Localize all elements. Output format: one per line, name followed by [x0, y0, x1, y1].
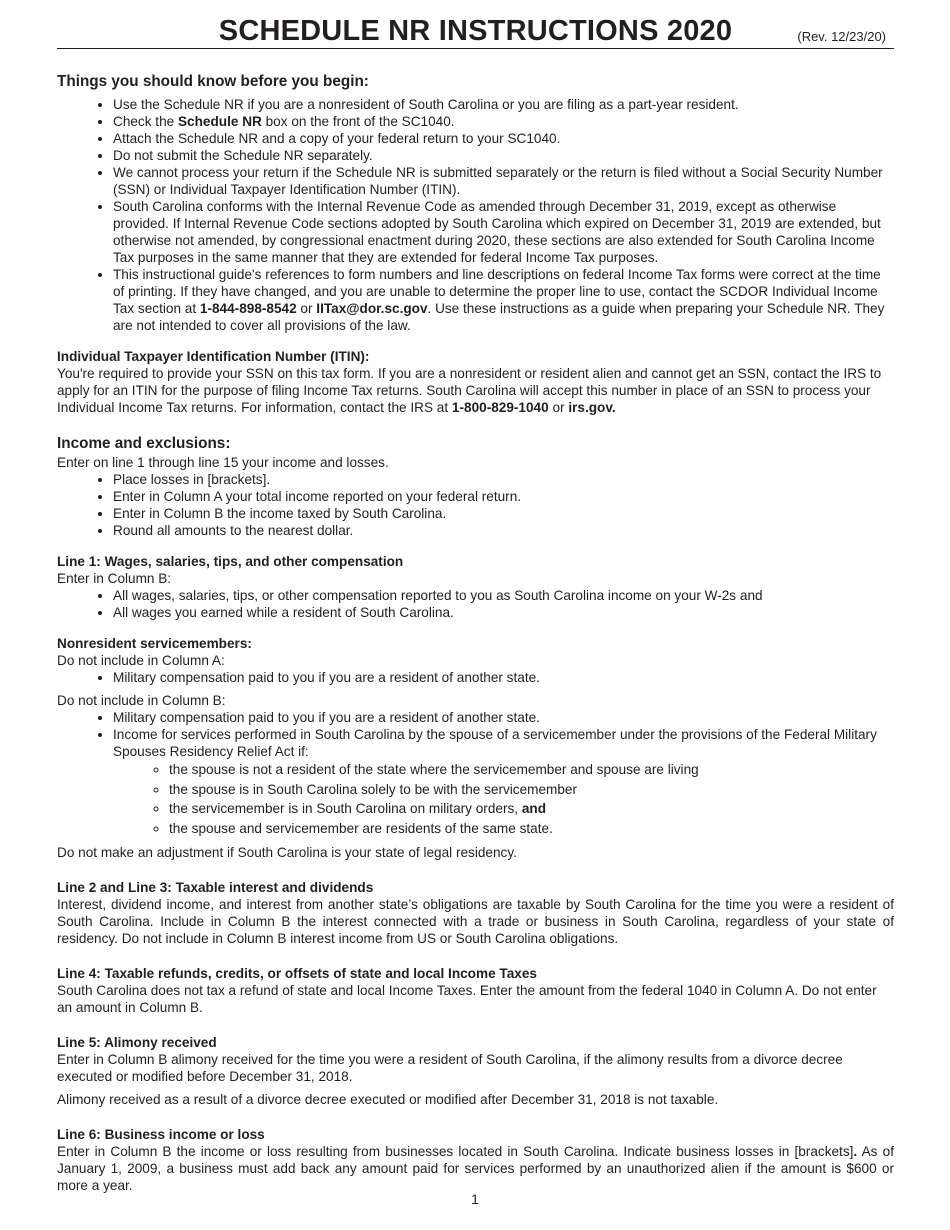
title-bar — [57, 14, 894, 49]
instruction-page — [57, 14, 894, 1194]
list-item: • Do not submit the Schedule NR separately. — [113, 147, 894, 164]
revision-date: (Rev. 12/23/20) — [797, 29, 886, 44]
list-item: • Military compensation paid to you if you are a resident of another state. — [113, 669, 894, 686]
list-item: • South Carolina conforms with the Internal Revenue Code as amended through December 31, 2019, except as otherwise provided. If Internal Revenue Code sections adopted by South Carolina which expired on December 31, 2019 are extended, but otherwise not amended, by congressional enactment during 2020, these sections are also extended for South Carolina Income Tax purposes in the same manner that they are extended for federal Income Tax purposes. — [113, 198, 894, 266]
condition-item: ◦ the spouse is not a resident of the state where the servicemember and spouse are living — [169, 760, 894, 780]
conditions-list — [113, 760, 894, 838]
before-you-begin-list — [57, 96, 894, 334]
itin-paragraph: You're required to provide your SSN on this tax form. If you are a nonresident or resident alien and cannot get an SSN, contact the IRS to apply for an ITIN for the purpose of filing Income Tax returns. South Carolina will accept this number in place of an SSN to process your Individual Income Tax returns. For information, contact the IRS at 1-800-829-1040 or irs.gov. — [57, 366, 882, 415]
list-item: • Enter in Column B the income taxed by South Carolina. — [113, 505, 894, 522]
line5-paragraph-2: Alimony received as a result of a divorce decree executed or modified after December 31, 2018 is not taxable. — [57, 1092, 719, 1107]
list-item: • Income for services performed in South Carolina by the spouse of a servicemember under the provisions of the Federal Military Spouses Residency Relief Act if: ◦ the spouse is not a resident of the state where the servicemember and spouse are living ◦ the spouse is in South Carolina solely to be with the servicemember ◦ the servicemember is in South Carolina on military orders, and ◦ the spouse and servicemember are residents of the same state. — [113, 726, 894, 838]
column-b-intro: Do not include in Column B: — [57, 693, 226, 708]
list-item: • All wages you earned while a resident of South Carolina. — [113, 604, 894, 621]
condition-item: ◦ the spouse is in South Carolina solely to be with the servicemember — [169, 780, 894, 800]
scdor-phone: 1-844-898-8542 — [199, 301, 297, 316]
line5-paragraph: Enter in Column B alimony received for the time you were a resident of South Carolina, if the alimony results from a divorce decree executed or modified before December 31, 2018. — [57, 1052, 843, 1084]
list-item: • Attach the Schedule NR and a copy of your federal return to your SC1040. — [113, 130, 894, 147]
income-intro: Enter on line 1 through line 15 your income and losses. — [57, 455, 389, 470]
list-item: • Place losses in [brackets]. — [113, 471, 894, 488]
line1-heading: Line 1: Wages, salaries, tips, and other compensation — [57, 554, 404, 569]
line23-heading: Line 2 and Line 3: Taxable interest and dividends — [57, 880, 374, 895]
before-you-begin-heading: Things you should know before you begin: — [57, 73, 369, 90]
line4-paragraph: South Carolina does not tax a refund of state and local Income Taxes. Enter the amount from the federal 1040 in Column A. Do not enter an amount in Column B. — [57, 983, 877, 1015]
residency-note: Do not make an adjustment if South Carolina is your state of legal residency. — [57, 845, 517, 860]
list-item: • We cannot process your return if the Schedule NR is submitted separately or the return is filed without a Social Security Number (SSN) or Individual Taxpayer Identification Number (ITIN). — [113, 164, 894, 198]
irs-site: irs.gov. — [568, 400, 616, 415]
line4-heading: Line 4: Taxable refunds, credits, or offsets of state and local Income Taxes — [57, 966, 537, 981]
page-title: SCHEDULE NR INSTRUCTIONS 2020 — [218, 15, 733, 47]
income-heading: Income and exclusions: — [57, 435, 231, 452]
list-item: • Round all amounts to the nearest dollar. — [113, 522, 894, 539]
line1-intro: Enter in Column B: — [57, 571, 172, 586]
line6-paragraph: Enter in Column B the income or loss resulting from businesses located in South Carolina. Indicate business losses in [brackets]. As of January 1, 2009, a business must add back any amount paid for services performed by an unauthorized alien if the amount is $600 or more a year. — [57, 1144, 894, 1193]
column-a-intro: Do not include in Column A: — [57, 653, 225, 668]
list-item: • All wages, salaries, tips, or other compensation reported to you as South Carolina income on your W-2s and — [113, 587, 894, 604]
condition-item: ◦ the spouse and servicemember are residents of the same state. — [169, 819, 894, 839]
line5-heading: Line 5: Alimony received — [57, 1035, 217, 1050]
list-item: • Military compensation paid to you if you are a resident of another state. — [113, 709, 894, 726]
list-item: • Check the Schedule NR box on the front of the SC1040. — [113, 113, 894, 130]
line1-list — [57, 587, 894, 621]
line23-paragraph: Interest, dividend income, and interest from another state’s obligations are taxable by South Carolina for the time you were a resident of South Carolina. Include in Column B the interest connected with a trade or business in South Carolina, regardless of your state of residency. Do not include in Column B interest income from US or South Carolina obligations. — [57, 897, 894, 946]
column-a-list — [57, 669, 894, 686]
scdor-email: IITax@dor.sc.gov — [316, 301, 428, 316]
list-item: • Enter in Column A your total income reported on your federal return. — [113, 488, 894, 505]
condition-item: ◦ the servicemember is in South Carolina on military orders, and — [169, 799, 894, 819]
column-b-list — [57, 709, 894, 838]
line6-heading: Line 6: Business income or loss — [57, 1127, 265, 1142]
irs-phone: 1-800-829-1040 — [451, 400, 549, 415]
page-number: 1 — [471, 1191, 479, 1207]
income-list — [57, 471, 894, 539]
list-item: • This instructional guide's references to form numbers and line descriptions on federal Income Tax forms were correct at the time of printing. If they have changed, and you are unable to determine the proper line to use, contact the SCDOR Individual Income Tax section at 1-844-898-8542 or IITax@dor.sc.gov. Use these instructions as a guide when preparing your Schedule NR. They are not intended to cover all provisions of the law. — [113, 266, 894, 334]
servicemembers-heading: Nonresident servicemembers: — [57, 636, 252, 651]
itin-heading: Individual Taxpayer Identification Number (ITIN): — [57, 349, 370, 364]
list-item: • Use the Schedule NR if you are a nonresident of South Carolina or you are filing as a part-year resident. — [113, 96, 894, 113]
